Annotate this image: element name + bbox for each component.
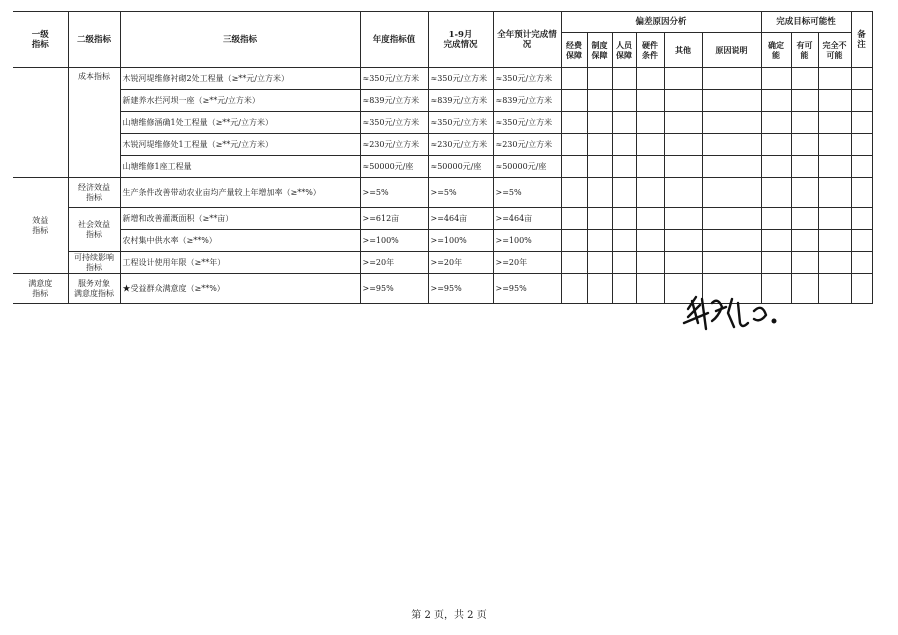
row-jan-sep: ≈839元/立方米 <box>428 90 493 112</box>
row-jan-sep: ≈230元/立方米 <box>428 134 493 156</box>
row-l3: 山塘维修涵确1处工程量（≥**元/立方米） <box>120 112 360 134</box>
row-full: ≈350元/立方米 <box>493 68 561 90</box>
row-full: >=95% <box>493 274 561 304</box>
header-jan-sep: 1-9月 完成情况 <box>428 12 493 68</box>
row-l3: ★受益群众满意度（≥**%） <box>120 274 360 304</box>
row-full: >=5% <box>493 178 561 208</box>
page-footer: 第 2 页，共 2 页 <box>411 610 487 621</box>
row-full: >=20年 <box>493 252 561 274</box>
group-benefit-l1: 效益 指标 <box>13 178 68 274</box>
group-social: 社会效益 指标 <box>68 208 120 252</box>
row-jan-sep: >=5% <box>428 178 493 208</box>
row-jan-sep: >=20年 <box>428 252 493 274</box>
row-full: ≈350元/立方米 <box>493 112 561 134</box>
row-annual: ≈350元/立方米 <box>360 68 428 90</box>
row-l3: 工程设计使用年限（≥**年） <box>120 252 360 274</box>
row-annual: ≈230元/立方米 <box>360 134 428 156</box>
row-l3: 农村集中供水率（≥**%） <box>120 230 360 252</box>
row-annual: ≈839元/立方米 <box>360 90 428 112</box>
row-full: ≈50000元/座 <box>493 156 561 178</box>
row-annual: ≈50000元/座 <box>360 156 428 178</box>
header-row-1 <box>13 12 872 33</box>
row-jan-sep: >=464亩 <box>428 208 493 230</box>
table-row <box>13 252 872 274</box>
header-remark: 备注 <box>851 12 872 68</box>
group-service: 服务对象 满意度指标 <box>68 274 120 304</box>
table-row <box>13 68 872 90</box>
header-dev-hardware: 硬件 条件 <box>636 33 664 68</box>
table-row <box>13 134 872 156</box>
header-level2: 二级指标 <box>68 12 120 68</box>
table-row <box>13 208 872 230</box>
header-poss-possible: 有可 能 <box>791 33 818 68</box>
performance-table <box>13 11 873 304</box>
table-row <box>13 156 872 178</box>
level1-cell-empty <box>13 68 68 178</box>
header-full-year: 全年预计完成情 况 <box>493 12 561 68</box>
row-l3: 新增和改善灌溉面积（≥**亩） <box>120 208 360 230</box>
handwritten-signature <box>682 293 792 333</box>
table-row <box>13 90 872 112</box>
header-poss-certain: 确定 能 <box>761 33 791 68</box>
row-full: >=464亩 <box>493 208 561 230</box>
group-economic: 经济效益 指标 <box>68 178 120 208</box>
row-l3: 生产条件改善带动农业亩均产量较上年增加率（≥**%） <box>120 178 360 208</box>
row-annual: >=612亩 <box>360 208 428 230</box>
header-dev-funding: 经费 保障 <box>561 33 587 68</box>
row-l3: 新建养水拦河坝一座（≥**元/立方米） <box>120 90 360 112</box>
group-satisfaction-l1: 满意度 指标 <box>13 274 68 304</box>
row-annual: >=100% <box>360 230 428 252</box>
row-annual: >=95% <box>360 274 428 304</box>
row-full: ≈230元/立方米 <box>493 134 561 156</box>
row-annual: >=5% <box>360 178 428 208</box>
table-row <box>13 178 872 208</box>
header-dev-system: 制度 保障 <box>587 33 612 68</box>
row-annual: ≈350元/立方米 <box>360 112 428 134</box>
row-jan-sep: ≈50000元/座 <box>428 156 493 178</box>
row-full: ≈839元/立方米 <box>493 90 561 112</box>
header-dev-reason: 原因说明 <box>702 33 761 68</box>
header-dev-other: 其他 <box>664 33 702 68</box>
group-cost: 成本指标 <box>68 68 120 178</box>
row-l3: 木锐河堤维修衬砌2处工程量（≥**元/立方米） <box>120 68 360 90</box>
header-dev-staff: 人员 保障 <box>612 33 636 68</box>
header-deviation-group: 偏差原因分析 <box>561 12 761 33</box>
header-possibility-group: 完成目标可能性 <box>761 12 851 33</box>
header-annual: 年度指标值 <box>360 12 428 68</box>
table-row <box>13 112 872 134</box>
header-poss-impossible: 完全不 可能 <box>818 33 851 68</box>
row-full: >=100% <box>493 230 561 252</box>
row-annual: >=20年 <box>360 252 428 274</box>
header-level3: 三级指标 <box>120 12 360 68</box>
table-row <box>13 230 872 252</box>
row-jan-sep: ≈350元/立方米 <box>428 68 493 90</box>
row-jan-sep: >=95% <box>428 274 493 304</box>
group-sustain: 可持续影响 指标 <box>68 252 120 274</box>
row-jan-sep: ≈350元/立方米 <box>428 112 493 134</box>
row-jan-sep: >=100% <box>428 230 493 252</box>
header-level1: 一级 指标 <box>13 12 68 68</box>
row-l3: 木锐河堤维修处1工程量（≥**元/立方米） <box>120 134 360 156</box>
row-l3: 山塘维修1座工程量 <box>120 156 360 178</box>
